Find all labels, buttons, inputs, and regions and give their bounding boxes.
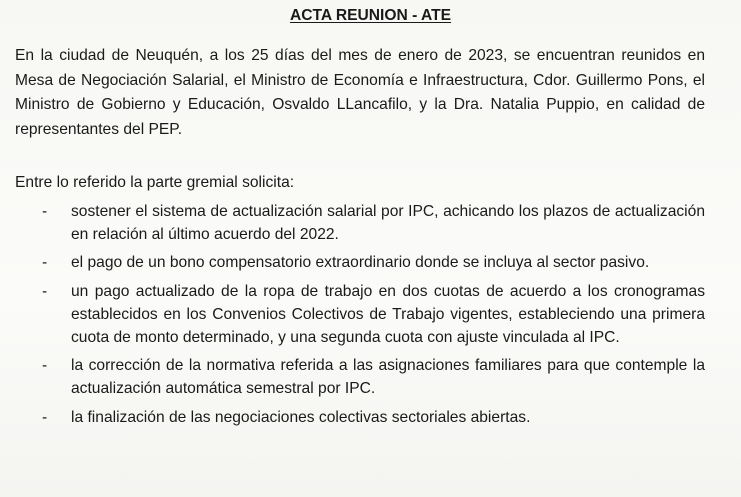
list-item-text: la finalización de las negociaciones colectivas sectoriales abiertas. xyxy=(71,408,531,426)
list-item xyxy=(15,406,705,429)
dash-bullet: - xyxy=(42,408,48,426)
list-item-text: sostener el sistema de actualización salarial por IPC, achicando los plazos de actualización en relación al último acuerdo del 2022. xyxy=(71,203,705,244)
list-item xyxy=(15,251,705,274)
dash-bullet: - xyxy=(42,254,48,272)
request-list xyxy=(15,200,705,434)
list-item-text: la corrección de la normativa referida a las asignaciones familiares para que contemple la actualización automática semestral por IPC. xyxy=(71,357,705,398)
dash-bullet: - xyxy=(42,357,48,375)
list-item-text: un pago actualizado de la ropa de trabajo en dos cuotas de acuerdo a los cronogramas establecidos en los Convenios Colectivos de Trabajo vigentes, estableciendo una primera cuota de monto determinado, y una segunda cuota con ajuste vinculada al IPC. xyxy=(71,282,705,347)
intro-paragraph: En la ciudad de Neuquén, a los 25 días del mes de enero de 2023, se encuentran reunidos en Mesa de Negociación Salarial, el Ministro de Economía e Infraestructura, Cdor. Guillermo Pons, el Ministro de Gobierno y Educación, Osvaldo LLancafilo, y la Dra. Natalia Puppio, en calidad de representantes del PEP. xyxy=(15,47,705,138)
request-intro-paragraph: Entre lo referido la parte gremial solicita: xyxy=(15,174,295,191)
list-item-text: el pago de un bono compensatorio extraordinario donde se incluya al sector pasivo. xyxy=(71,254,650,272)
document-title: ACTA REUNION - ATE xyxy=(289,7,452,24)
list-item xyxy=(15,280,705,350)
dash-bullet: - xyxy=(42,203,48,220)
list-item xyxy=(15,200,705,246)
dash-bullet: - xyxy=(42,282,48,300)
list-item xyxy=(15,354,705,400)
